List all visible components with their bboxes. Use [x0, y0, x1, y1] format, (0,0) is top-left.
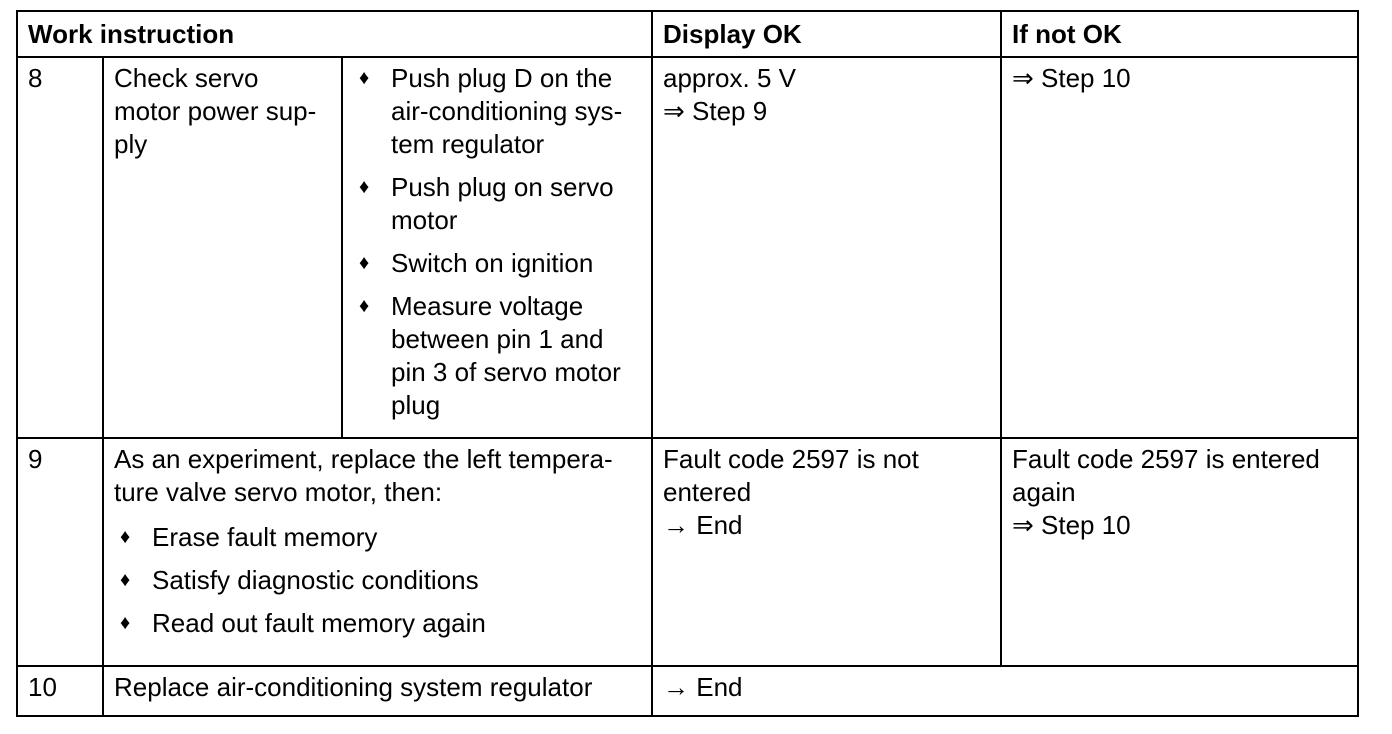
step-actions — [103, 438, 652, 666]
step-number: 8 — [17, 57, 103, 438]
list-item: ♦ Push plug on servo motor — [359, 172, 614, 235]
header-row — [17, 11, 1358, 57]
if-not-ok-next: ⇒ Step 10 — [1012, 510, 1131, 540]
diamond-bullet-icon: ♦ — [359, 67, 370, 89]
list-item: ♦ Read out fault memory again — [120, 608, 486, 638]
list-item: ♦ Switch on ignition — [359, 248, 594, 278]
step-number: 10 — [17, 666, 103, 716]
diamond-bullet-icon: ♦ — [359, 176, 370, 198]
diamond-bullet-icon: ♦ — [120, 526, 131, 548]
work-instruction-table — [16, 10, 1359, 717]
header-if-not-ok: If not OK — [1001, 11, 1358, 57]
diamond-bullet-icon: ♦ — [120, 612, 131, 634]
step-intro: As an experiment, replace the left temperature valve servo motor, then: — [114, 444, 613, 507]
step-number: 9 — [17, 438, 103, 666]
display-ok-value: Fault code 2597 is not entered — [663, 444, 919, 507]
list-item: ♦ Erase fault memory — [120, 522, 378, 552]
diamond-bullet-icon: ♦ — [120, 569, 131, 591]
bullet-list — [114, 521, 641, 640]
display-ok-cell — [652, 666, 1358, 716]
if-not-ok-cell — [1001, 57, 1358, 438]
display-ok-next: → End — [663, 510, 743, 540]
header-work-instruction: Work instruction — [17, 11, 652, 57]
list-item: ♦ Push plug D on the air-conditioning system regulator — [359, 63, 623, 159]
display-ok-value: approx. 5 V — [663, 63, 796, 93]
bullet-list — [353, 62, 641, 422]
step-title: Check servo motor power supply — [103, 57, 342, 438]
if-not-ok-value: Fault code 2597 is entered again — [1012, 444, 1320, 507]
if-not-ok-cell — [1001, 438, 1358, 666]
diamond-bullet-icon: ♦ — [359, 295, 370, 317]
diamond-bullet-icon: ♦ — [359, 252, 370, 274]
display-ok-next: ⇒ Step 9 — [663, 96, 768, 126]
step-title: Replace air-conditioning system regulator — [103, 666, 652, 716]
display-ok-cell — [652, 57, 1001, 438]
table-row-step-8 — [17, 57, 1358, 438]
display-ok-cell — [652, 438, 1001, 666]
header-display-ok: Display OK — [652, 11, 1001, 57]
list-item: ♦ Measure voltage between pin 1 and pin 3 of servo motor plug — [359, 291, 621, 420]
display-ok-next: → End — [663, 672, 743, 702]
list-item: ♦ Satisfy diagnostic conditions — [120, 565, 479, 595]
step-actions — [342, 57, 652, 438]
table-row-step-9 — [17, 438, 1358, 666]
if-not-ok-next: ⇒ Step 10 — [1012, 63, 1131, 93]
table-row-step-10 — [17, 666, 1358, 716]
